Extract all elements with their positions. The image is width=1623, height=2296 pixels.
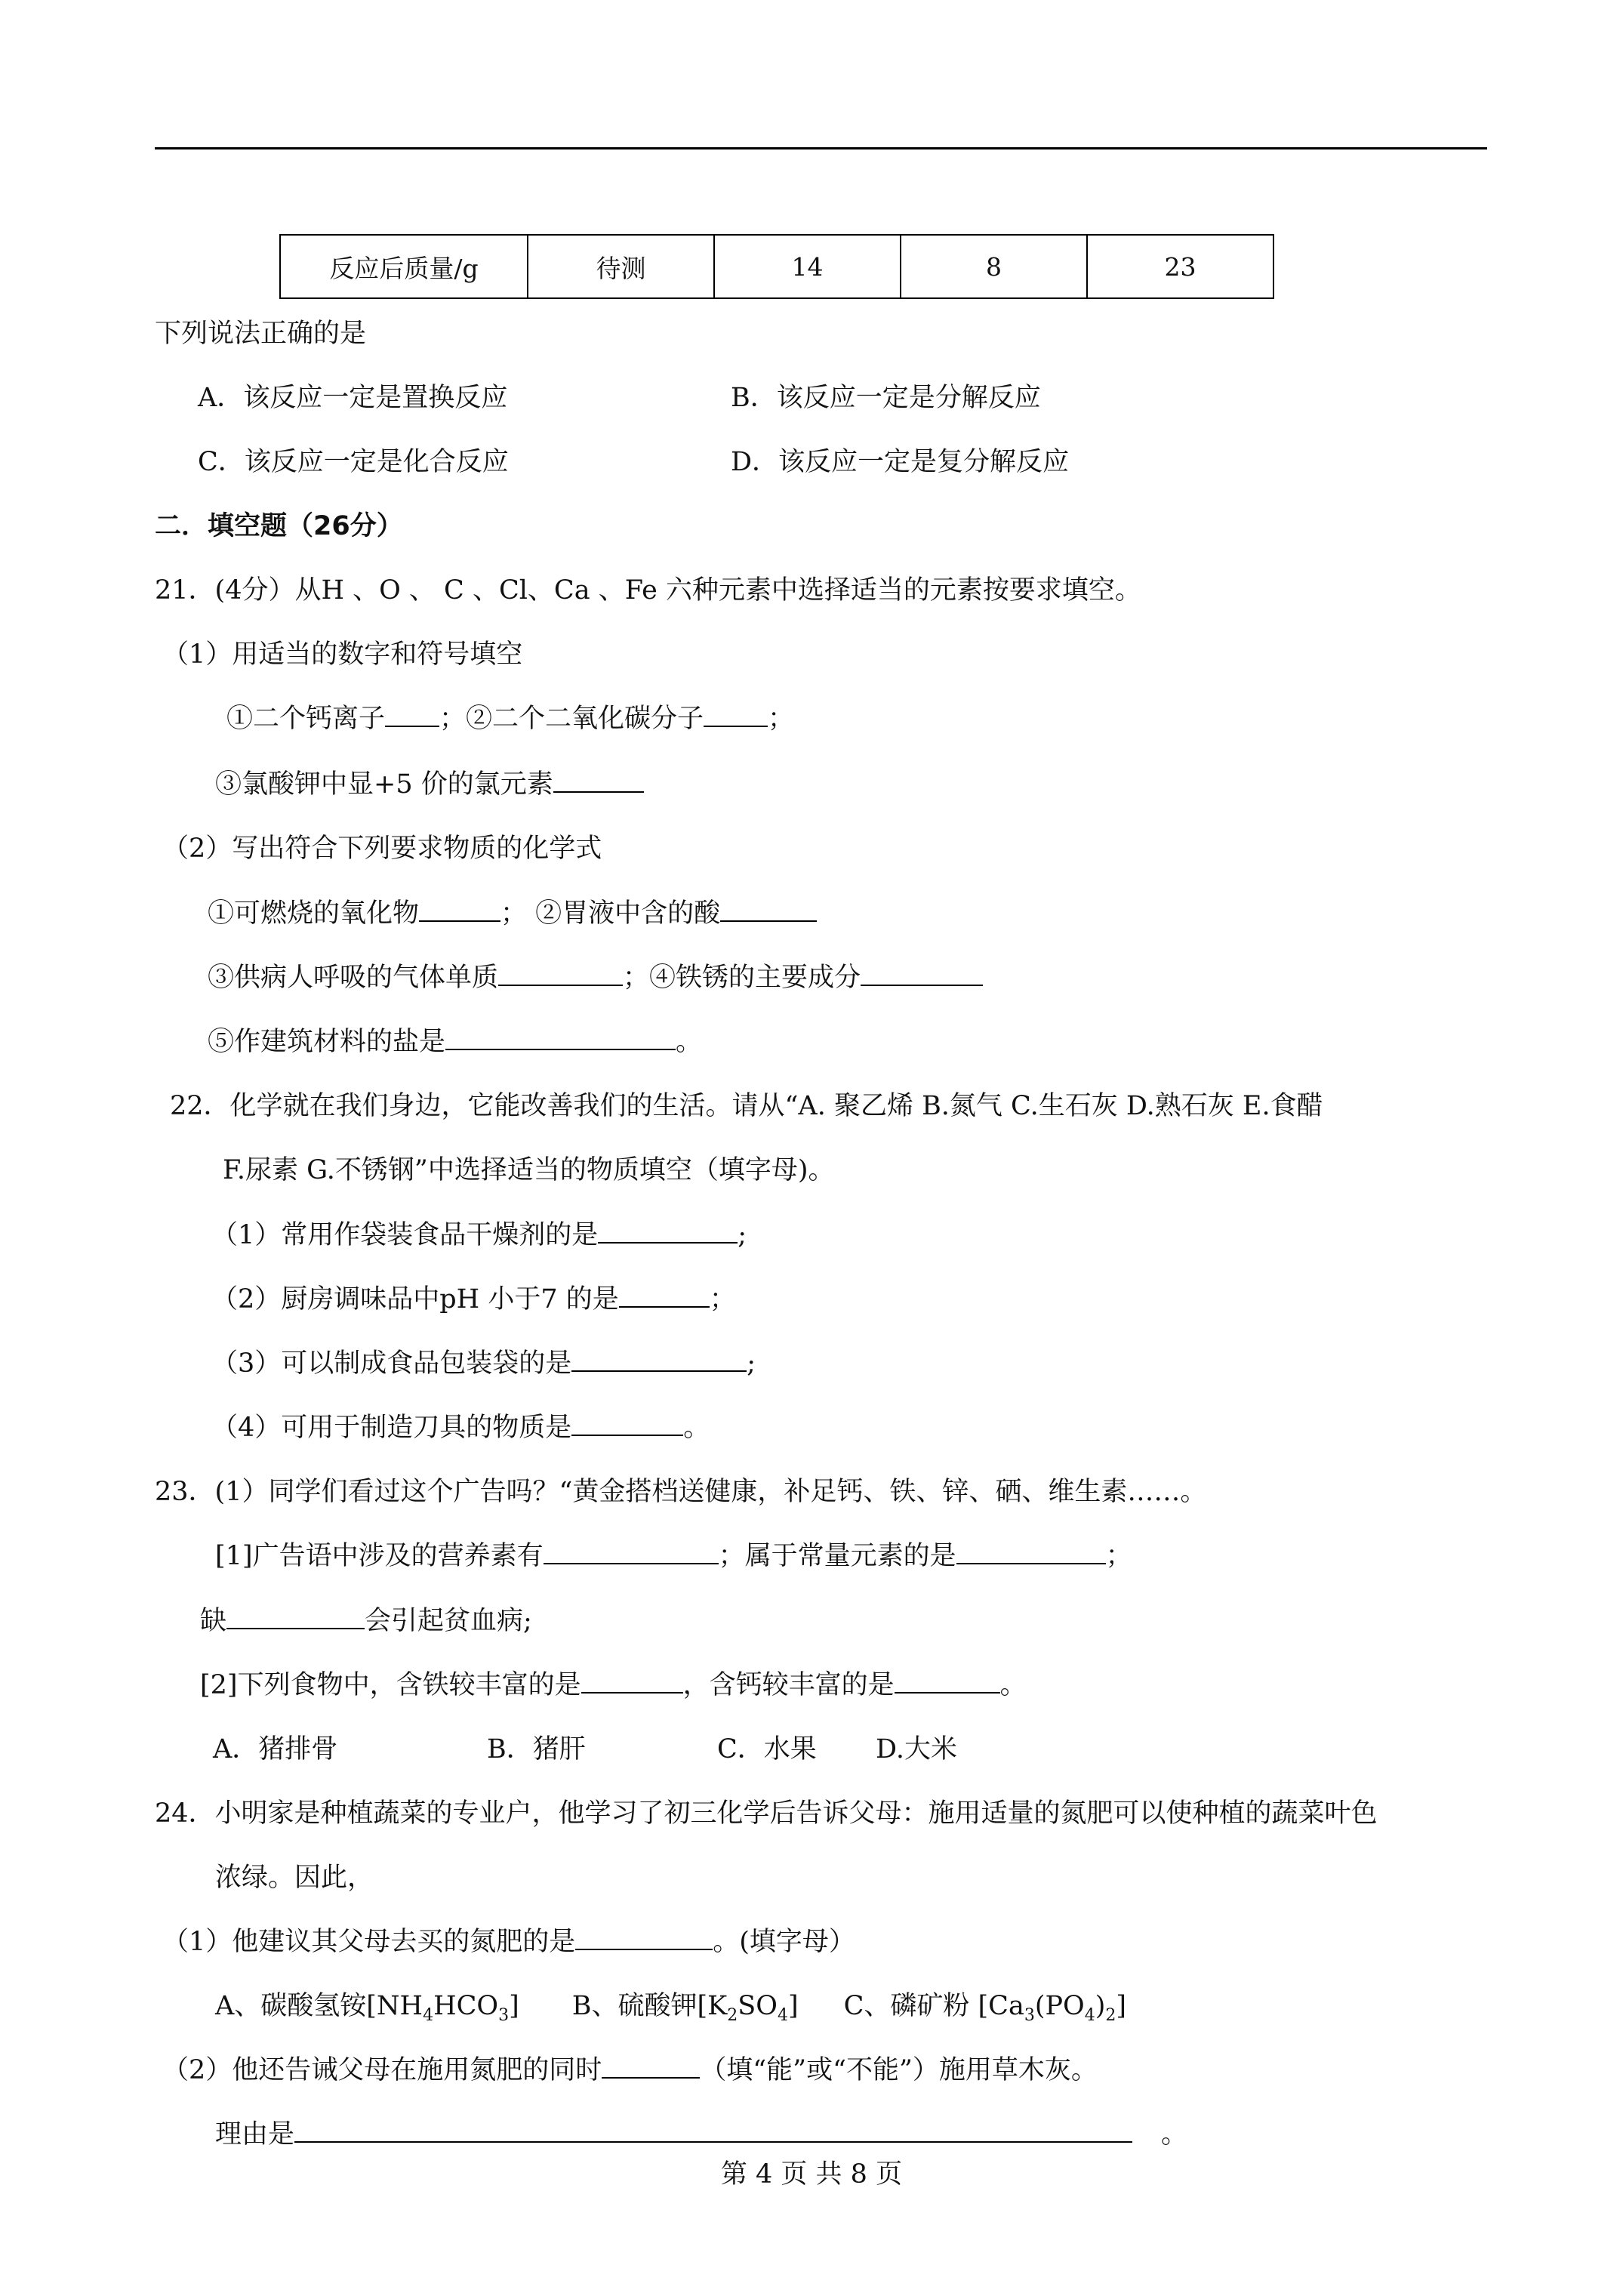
subscript: 3 bbox=[498, 2006, 510, 2025]
q21-text: ⑤作建筑材料的盐是 bbox=[208, 1027, 446, 1057]
answer-blank[interactable] bbox=[720, 898, 817, 922]
q23-option-d: D.大米 bbox=[876, 1734, 957, 1764]
formula-text: B、硫酸钾[K bbox=[571, 1991, 728, 2021]
table-row bbox=[280, 235, 1273, 298]
answer-blank[interactable] bbox=[445, 1026, 676, 1050]
q23-stem: 23．(1）同学们看过这个广告吗？“黄金搭档送健康，补足钙、铁、锌、硒、维生素……。 bbox=[155, 1477, 1207, 1507]
table-cell: 8 bbox=[901, 235, 1087, 298]
answer-blank[interactable] bbox=[419, 898, 500, 922]
q24-text: （1）他建议其父母去买的氮肥的是 bbox=[162, 1927, 576, 1957]
subscript: 3 bbox=[1024, 2006, 1035, 2025]
q22-item-2 bbox=[211, 1283, 736, 1316]
q22-stem-continued: F.尿素 G.不锈钢”中选择适当的物质填空（填字母)。 bbox=[223, 1155, 835, 1185]
answer-blank[interactable] bbox=[498, 962, 623, 986]
q21-text: ①可燃烧的氧化物 bbox=[208, 898, 420, 929]
header-rule bbox=[155, 147, 1487, 149]
answer-blank[interactable] bbox=[385, 703, 439, 727]
answer-blank[interactable] bbox=[956, 1540, 1106, 1564]
q23-text: [1]广告语中涉及的营养素有 bbox=[215, 1541, 544, 1571]
formula-text: ] bbox=[509, 1991, 519, 2021]
q24-text: 理由是 bbox=[215, 2119, 295, 2150]
subscript: 2 bbox=[727, 2006, 738, 2025]
q22-text: 。 bbox=[683, 1413, 710, 1443]
subscript: 2 bbox=[1105, 2006, 1116, 2025]
q23-text: ；属于常量元素的是 bbox=[718, 1541, 956, 1571]
data-table bbox=[279, 234, 1274, 299]
q24-options bbox=[215, 1989, 1126, 2032]
q22-item-1 bbox=[211, 1219, 747, 1252]
q23-text: 会引起贫血病; bbox=[365, 1606, 532, 1636]
q21-text: ③供病人呼吸的气体单质 bbox=[208, 963, 499, 993]
q20-option-d: D．该反应一定是复分解反应 bbox=[731, 447, 1070, 477]
q21-part2: （2）写出符合下列要求物质的化学式 bbox=[162, 834, 602, 864]
answer-blank[interactable] bbox=[581, 1669, 683, 1693]
q24-part2 bbox=[162, 2054, 1098, 2087]
q21-line-2c bbox=[208, 1025, 702, 1059]
table-cell: 待测 bbox=[528, 235, 714, 298]
q21-text: ； ②胃液中含的酸 bbox=[500, 898, 721, 929]
subscript: 4 bbox=[1084, 2006, 1095, 2025]
q22-text: ; bbox=[738, 1220, 747, 1250]
answer-blank[interactable] bbox=[294, 2119, 1132, 2143]
formula-text: HCO bbox=[433, 1991, 499, 2021]
q23-option-a: A．猪排骨 bbox=[213, 1734, 338, 1764]
page-footer: 第 4 页 共 8 页 bbox=[720, 2159, 903, 2190]
formula-text: (PO bbox=[1034, 1991, 1085, 2021]
answer-blank[interactable] bbox=[619, 1284, 710, 1308]
q24-option-a bbox=[215, 1991, 519, 2025]
q20-option-b: B．该反应一定是分解反应 bbox=[731, 383, 1041, 413]
q23-text: 缺 bbox=[200, 1606, 227, 1636]
q24-part1 bbox=[162, 1925, 855, 1959]
q23-line-1 bbox=[215, 1539, 1132, 1573]
formula-text: A、碳酸氢铵[NH bbox=[215, 1991, 423, 2021]
q21-text: ；④铁锈的主要成分 bbox=[623, 963, 861, 993]
subscript: 4 bbox=[423, 2006, 434, 2025]
answer-blank[interactable] bbox=[704, 703, 768, 727]
q21-line-2b bbox=[208, 961, 983, 994]
q23-text: ，含钙较丰富的是 bbox=[682, 1670, 895, 1700]
q24-text: 。 bbox=[1161, 2119, 1188, 2150]
q24-option-b bbox=[571, 1991, 799, 2025]
table-row-label: 反应后质量/g bbox=[280, 235, 528, 298]
q23-text: [2]下列食物中，含铁较丰富的是 bbox=[200, 1670, 581, 1700]
answer-blank[interactable] bbox=[226, 1605, 365, 1629]
q23-text: ； bbox=[1105, 1541, 1132, 1571]
q21-line-1a bbox=[226, 702, 794, 735]
q21-text: ； bbox=[768, 704, 795, 734]
q23-text: 。 bbox=[999, 1670, 1027, 1700]
q24-option-c bbox=[843, 1991, 1127, 2025]
q20-option-c: C．该反应一定是化合反应 bbox=[198, 447, 509, 477]
q24-stem: 24．小明家是种植蔬菜的专业户，他学习了初三化学后告诉父母：施用适量的氮肥可以使种植的蔬菜叶色 bbox=[155, 1798, 1378, 1829]
answer-blank[interactable] bbox=[553, 769, 644, 793]
answer-blank[interactable] bbox=[571, 1412, 683, 1436]
answer-blank[interactable] bbox=[571, 1348, 747, 1372]
section-heading: 二．填空题（26分） bbox=[155, 511, 403, 541]
q21-line-2a bbox=[208, 897, 817, 930]
formula-text: ] bbox=[787, 1991, 799, 2021]
answer-blank[interactable] bbox=[895, 1669, 1000, 1693]
q22-item-3 bbox=[211, 1347, 756, 1380]
q21-text: ③氯酸钾中显+5 价的氯元素 bbox=[215, 769, 553, 800]
formula-text: ) bbox=[1095, 1991, 1106, 2021]
q22-text: （3）可以制成食品包装袋的是 bbox=[211, 1348, 572, 1379]
q24-stem-continued: 浓绿。因此， bbox=[215, 1863, 374, 1893]
q21-line-1b bbox=[215, 768, 644, 801]
formula-text: SO bbox=[738, 1991, 778, 2021]
q20-option-a: A．该反应一定是置换反应 bbox=[198, 383, 508, 413]
q23-line-1b bbox=[200, 1604, 532, 1638]
q20-stem: 下列说法正确的是 bbox=[155, 319, 367, 349]
q23-line-2 bbox=[200, 1669, 1027, 1702]
answer-blank[interactable] bbox=[861, 962, 983, 986]
q22-item-4 bbox=[211, 1411, 710, 1444]
q22-text: （2）厨房调味品中pH 小于7 的是 bbox=[211, 1284, 619, 1314]
q23-option-b: B．猪肝 bbox=[487, 1734, 586, 1764]
q24-text: 。(填字母） bbox=[713, 1927, 855, 1957]
q21-text: 。 bbox=[676, 1027, 703, 1057]
table-cell: 14 bbox=[714, 235, 901, 298]
q21-text: ①二个钙离子 bbox=[226, 704, 386, 734]
q24-reason bbox=[215, 2118, 1187, 2151]
formula-text: ] bbox=[1116, 1991, 1127, 2021]
q24-text: （2）他还告诫父母在施用氮肥的同时 bbox=[162, 2055, 602, 2085]
q21-stem: 21．(4分）从H 、O 、 C 、Cl、Ca 、Fe 六种元素中选择适当的元素按要求填空。 bbox=[155, 575, 1141, 606]
q21-text: ；②二个二氧化碳分子 bbox=[439, 704, 704, 734]
answer-blank[interactable] bbox=[575, 1926, 713, 1950]
q22-text: ； bbox=[709, 1284, 736, 1314]
q21-part1: （1）用适当的数字和符号填空 bbox=[162, 639, 523, 670]
answer-blank[interactable] bbox=[602, 2054, 700, 2079]
q24-text: （填“能”或“不能”）施用草木灰。 bbox=[700, 2055, 1098, 2085]
q22-text: （4）可用于制造刀具的物质是 bbox=[211, 1413, 572, 1443]
subscript: 4 bbox=[777, 2006, 788, 2025]
q22-stem: 22．化学就在我们身边，它能改善我们的生活。请从“A. 聚乙烯 B.氮气 C.生石灰 D.熟石灰 E.食醋 bbox=[170, 1091, 1323, 1121]
q22-text: ; bbox=[747, 1348, 756, 1379]
answer-blank[interactable] bbox=[598, 1219, 738, 1244]
q22-text: （1）常用作袋装食品干燥剂的是 bbox=[211, 1220, 599, 1250]
answer-blank[interactable] bbox=[544, 1540, 719, 1564]
formula-text: C、磷矿粉 [Ca bbox=[843, 1991, 1024, 2021]
q23-option-c: C．水果 bbox=[717, 1734, 817, 1764]
table-cell: 23 bbox=[1087, 235, 1273, 298]
